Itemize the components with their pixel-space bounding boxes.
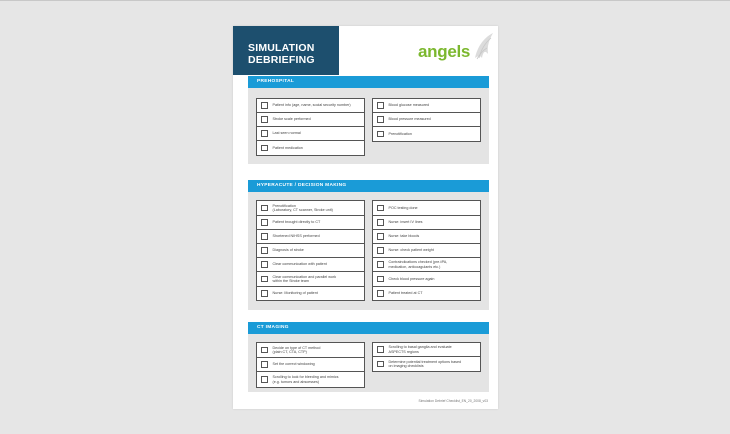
checklist-item[interactable] bbox=[257, 272, 364, 287]
document-page bbox=[233, 26, 498, 409]
item-label: Blood glucose measured bbox=[388, 103, 430, 108]
checkbox[interactable] bbox=[261, 233, 268, 240]
section-ct-imaging bbox=[248, 322, 489, 392]
checkbox[interactable] bbox=[377, 233, 384, 240]
checklist-item[interactable] bbox=[257, 358, 364, 372]
item-label: Blood pressure measured bbox=[388, 117, 431, 122]
title-banner bbox=[233, 26, 339, 75]
checkbox[interactable] bbox=[261, 276, 268, 283]
checkbox[interactable] bbox=[377, 361, 384, 368]
checkbox[interactable] bbox=[261, 347, 268, 354]
checkbox[interactable] bbox=[377, 276, 384, 283]
checkbox[interactable] bbox=[261, 247, 268, 254]
checklist-item[interactable] bbox=[257, 244, 364, 258]
checkbox[interactable] bbox=[377, 219, 384, 226]
item-label: Nurse: Monitoring of patient bbox=[272, 291, 318, 296]
checkbox[interactable] bbox=[377, 131, 384, 138]
checklist-column-left bbox=[256, 98, 365, 156]
section-header: PREHOSPITAL bbox=[248, 76, 489, 88]
checkbox[interactable] bbox=[261, 361, 268, 368]
checkbox[interactable] bbox=[261, 376, 268, 383]
checkbox[interactable] bbox=[261, 219, 268, 226]
checklist-item[interactable] bbox=[373, 343, 480, 357]
section-header: CT IMAGING bbox=[248, 322, 489, 334]
checklist-column-left bbox=[256, 200, 365, 301]
item-label: Patient info (age, name, social security number) bbox=[272, 103, 351, 108]
checklist-item[interactable] bbox=[373, 99, 480, 113]
item-label: Decide on type of CT method (plain CT, CTA, CTP) bbox=[272, 345, 321, 354]
checkbox[interactable] bbox=[377, 116, 384, 123]
item-label: Shortened NIHSS performed bbox=[272, 234, 320, 239]
checklist-column-right bbox=[372, 342, 481, 372]
checklist-item[interactable] bbox=[373, 230, 480, 244]
section-prehospital bbox=[248, 76, 489, 164]
checkbox[interactable] bbox=[377, 261, 384, 268]
checklist-item[interactable] bbox=[257, 230, 364, 244]
item-label: Diagnosis of stroke bbox=[272, 248, 304, 253]
checklist-item[interactable] bbox=[257, 258, 364, 272]
item-label: Clear communication and parallel work within the Stroke team bbox=[272, 274, 337, 283]
checklist-column-right bbox=[372, 200, 481, 301]
checklist-item[interactable] bbox=[373, 216, 480, 230]
checklist-item[interactable] bbox=[257, 372, 364, 387]
checklist-item[interactable] bbox=[257, 99, 364, 113]
section-hyperacute-decision-making bbox=[248, 180, 489, 310]
item-label: Patient medication bbox=[272, 145, 303, 150]
section-header: HYPERACUTE / DECISION MAKING bbox=[248, 180, 489, 192]
checklist-item[interactable] bbox=[373, 244, 480, 258]
checklist-item[interactable] bbox=[373, 272, 480, 287]
item-label: Nurse: take bloods bbox=[388, 234, 420, 239]
title-line-1: SIMULATION bbox=[248, 42, 315, 54]
checklist-item[interactable] bbox=[373, 287, 480, 300]
window-top-border bbox=[0, 0, 730, 1]
checkbox[interactable] bbox=[261, 116, 268, 123]
item-label: POC testing done bbox=[388, 205, 418, 210]
checklist-item[interactable] bbox=[257, 127, 364, 141]
item-label: Scrolling to look for bleeding and mimics (e.g. tumors and abscesses) bbox=[272, 375, 339, 384]
checklist-column-left bbox=[256, 342, 365, 388]
checkbox[interactable] bbox=[377, 290, 384, 297]
checkbox[interactable] bbox=[377, 247, 384, 254]
checklist-item[interactable] bbox=[257, 343, 364, 358]
checklist-item[interactable] bbox=[257, 201, 364, 216]
checklist-item[interactable] bbox=[257, 216, 364, 230]
item-label: Stroke scale performed bbox=[272, 117, 311, 122]
item-label: Determine potential treatment options based on imaging checklists bbox=[388, 359, 462, 368]
checkbox[interactable] bbox=[261, 130, 268, 137]
title-line-2: DEBRIEFING bbox=[248, 54, 315, 66]
document-footer: Simulation Debrief Checklist_EN_20_2008_v03 bbox=[418, 399, 488, 403]
checklist-item[interactable] bbox=[373, 113, 480, 127]
checkbox[interactable] bbox=[261, 290, 268, 297]
checkbox[interactable] bbox=[261, 102, 268, 109]
item-label: Prenotification (Laboratory, CT scanner, Stroke unit) bbox=[272, 203, 333, 212]
logo-text: angels bbox=[418, 42, 471, 61]
item-label: Nurse: insert IV lines bbox=[388, 220, 423, 225]
item-label: Scrolling to basal ganglia and evaluate ASPECTS regions bbox=[388, 345, 452, 354]
item-label: Contraindications checked (pre-tPA, medication, anticoagulants etc.) bbox=[388, 260, 448, 269]
angels-logo bbox=[413, 28, 495, 72]
checkbox[interactable] bbox=[377, 346, 384, 353]
checklist-item[interactable] bbox=[257, 113, 364, 127]
checklist-item[interactable] bbox=[373, 201, 480, 216]
checklist-item[interactable] bbox=[257, 287, 364, 300]
checkbox[interactable] bbox=[377, 102, 384, 109]
item-label: Clear communication with patient bbox=[272, 262, 327, 267]
checkbox[interactable] bbox=[261, 205, 268, 212]
checklist-item[interactable] bbox=[373, 127, 480, 141]
item-label: Nurse: check patient weight bbox=[388, 248, 434, 253]
item-label: Patient treated at CT bbox=[388, 291, 423, 296]
checklist-column-right bbox=[372, 98, 481, 142]
checklist-item[interactable] bbox=[373, 357, 480, 371]
checklist-item[interactable] bbox=[257, 141, 364, 155]
item-label: Set the correct windowing bbox=[272, 362, 315, 367]
checkbox[interactable] bbox=[261, 145, 268, 152]
checklist-item[interactable] bbox=[373, 258, 480, 272]
item-label: Patient brought directly to CT bbox=[272, 220, 321, 225]
checkbox[interactable] bbox=[261, 261, 268, 268]
item-label: Prenotification bbox=[388, 131, 412, 136]
item-label: Check blood pressure again bbox=[388, 276, 435, 281]
checkbox[interactable] bbox=[377, 205, 384, 212]
item-label: Last seen normal bbox=[272, 131, 301, 136]
